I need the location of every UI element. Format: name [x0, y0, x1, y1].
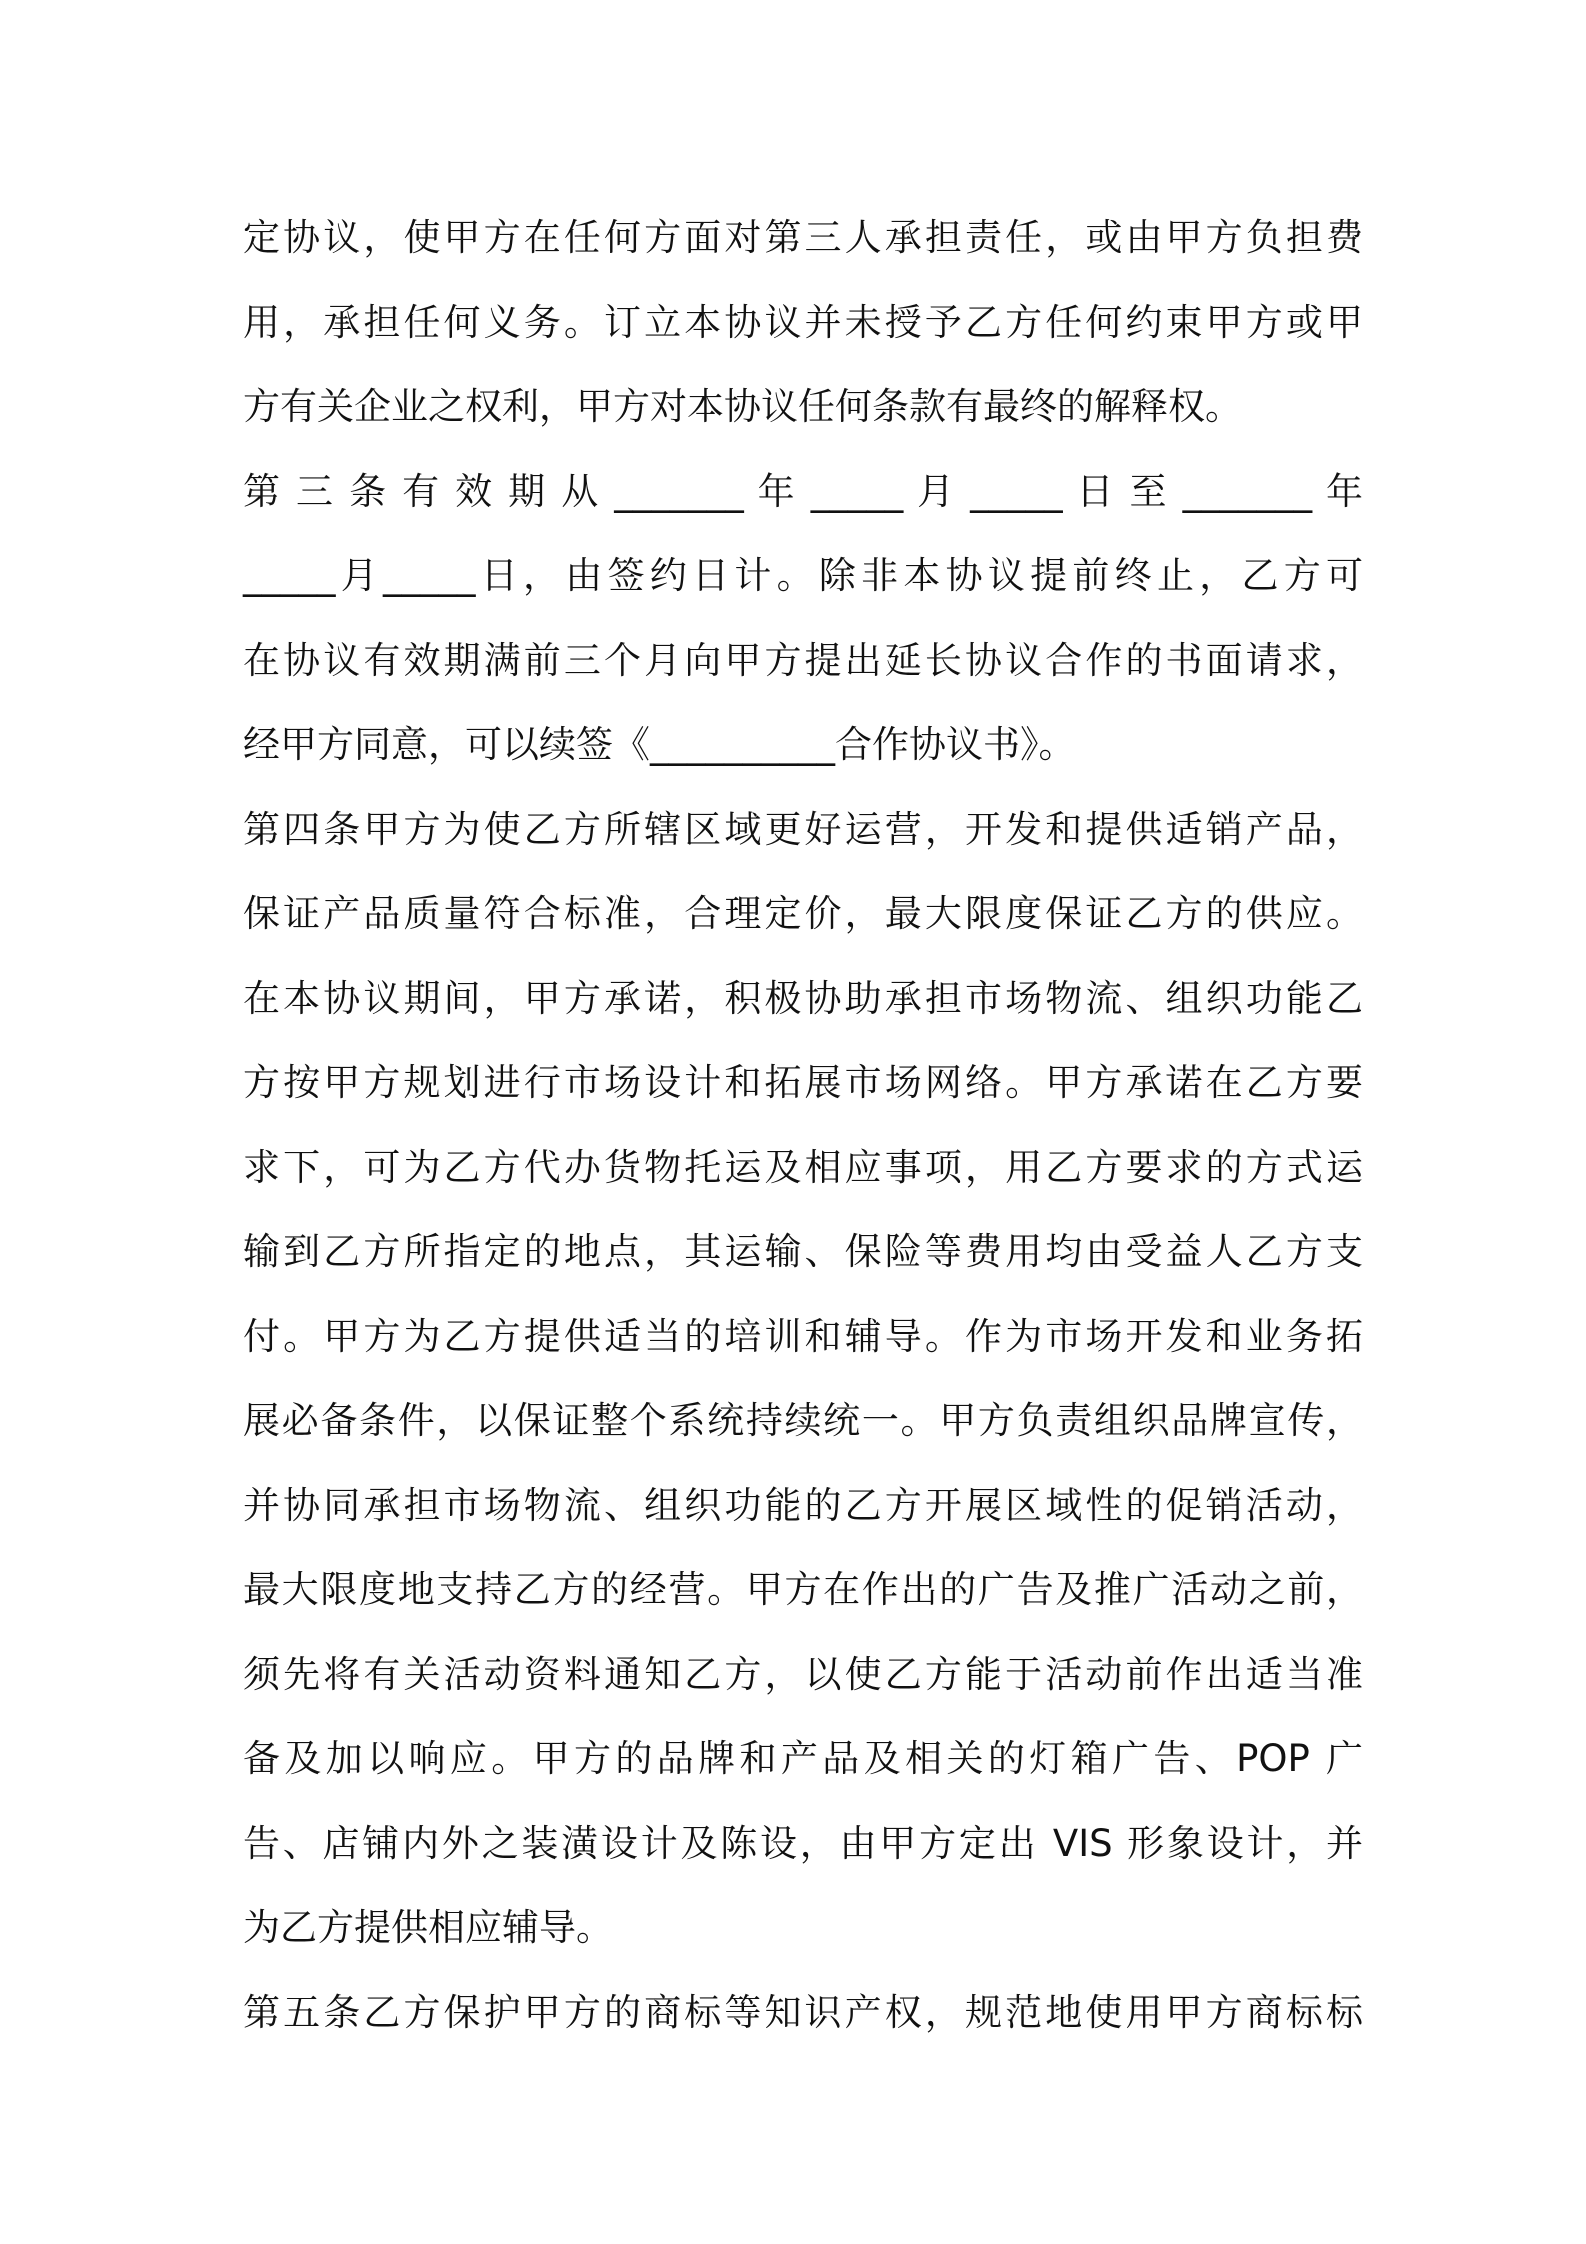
text-line: 方有关企业之权利，甲方对本协议任何条款有最终的解释权。	[243, 385, 1242, 428]
text-line: 定协议，使甲方在任何方面对第三人承担责任，或由甲方负担费	[243, 216, 1363, 259]
text-line: 须先将有关活动资料通知乙方，以使乙方能于活动前作出适当准	[243, 1652, 1363, 1696]
document-body	[243, 196, 1363, 2055]
text-line: 展必备条件，以保证整个系统持续统一。甲方负责组织品牌宣传，	[243, 1399, 1363, 1442]
text-line: _____月_____日，由签约日计。除非本协议提前终止，乙方可	[243, 554, 1363, 597]
text-line: 付。甲方为乙方提供适当的培训和辅导。作为市场开发和业务拓	[243, 1314, 1363, 1358]
text-line: 最大限度地支持乙方的经营。甲方在作出的广告及推广活动之前，	[243, 1568, 1363, 1611]
article-5-line: 第五条乙方保护甲方的商标等知识产权，规范地使用甲方商标标	[243, 1990, 1363, 2034]
text-line: 在本协议期间，甲方承诺，积极协助承担市场物流、组织功能乙	[243, 976, 1363, 1020]
text-line: 输到乙方所指定的地点，其运输、保险等费用均由受益人乙方支	[243, 1230, 1363, 1273]
text-line: 备及加以响应。甲方的品牌和产品及相关的灯箱广告、POP 广	[243, 1737, 1363, 1780]
text-line: 并协同承担市场物流、组织功能的乙方开展区域性的促销活动，	[243, 1483, 1363, 1527]
text-line: 求下，可为乙方代办货物托运及相应事项，用乙方要求的方式运	[243, 1145, 1363, 1189]
text-line: 为乙方提供相应辅导。	[243, 1906, 613, 1949]
text-line: 告、店铺内外之装潢设计及陈设，由甲方定出 VIS 形象设计，并	[243, 1821, 1363, 1865]
article-4-line: 第四条甲方为使乙方所辖区域更好运营，开发和提供适销产品，	[243, 807, 1363, 851]
text-line: 用，承担任何义务。订立本协议并未授予乙方任何约束甲方或甲	[243, 300, 1363, 344]
article-3-line: 第 三 条 有 效 期 从 _______ 年 _____ 月 _____ 日 至 _______ 年	[243, 469, 1363, 513]
text-line: 在协议有效期满前三个月向甲方提出延长协议合作的书面请求，	[243, 638, 1363, 682]
text-line: 保证产品质量符合标准，合理定价，最大限度保证乙方的供应。	[243, 892, 1363, 935]
text-line: 经甲方同意，可以续签《__________合作协议书》。	[243, 723, 1076, 766]
text-line: 方按甲方规划进行市场设计和拓展市场网络。甲方承诺在乙方要	[243, 1061, 1363, 1104]
